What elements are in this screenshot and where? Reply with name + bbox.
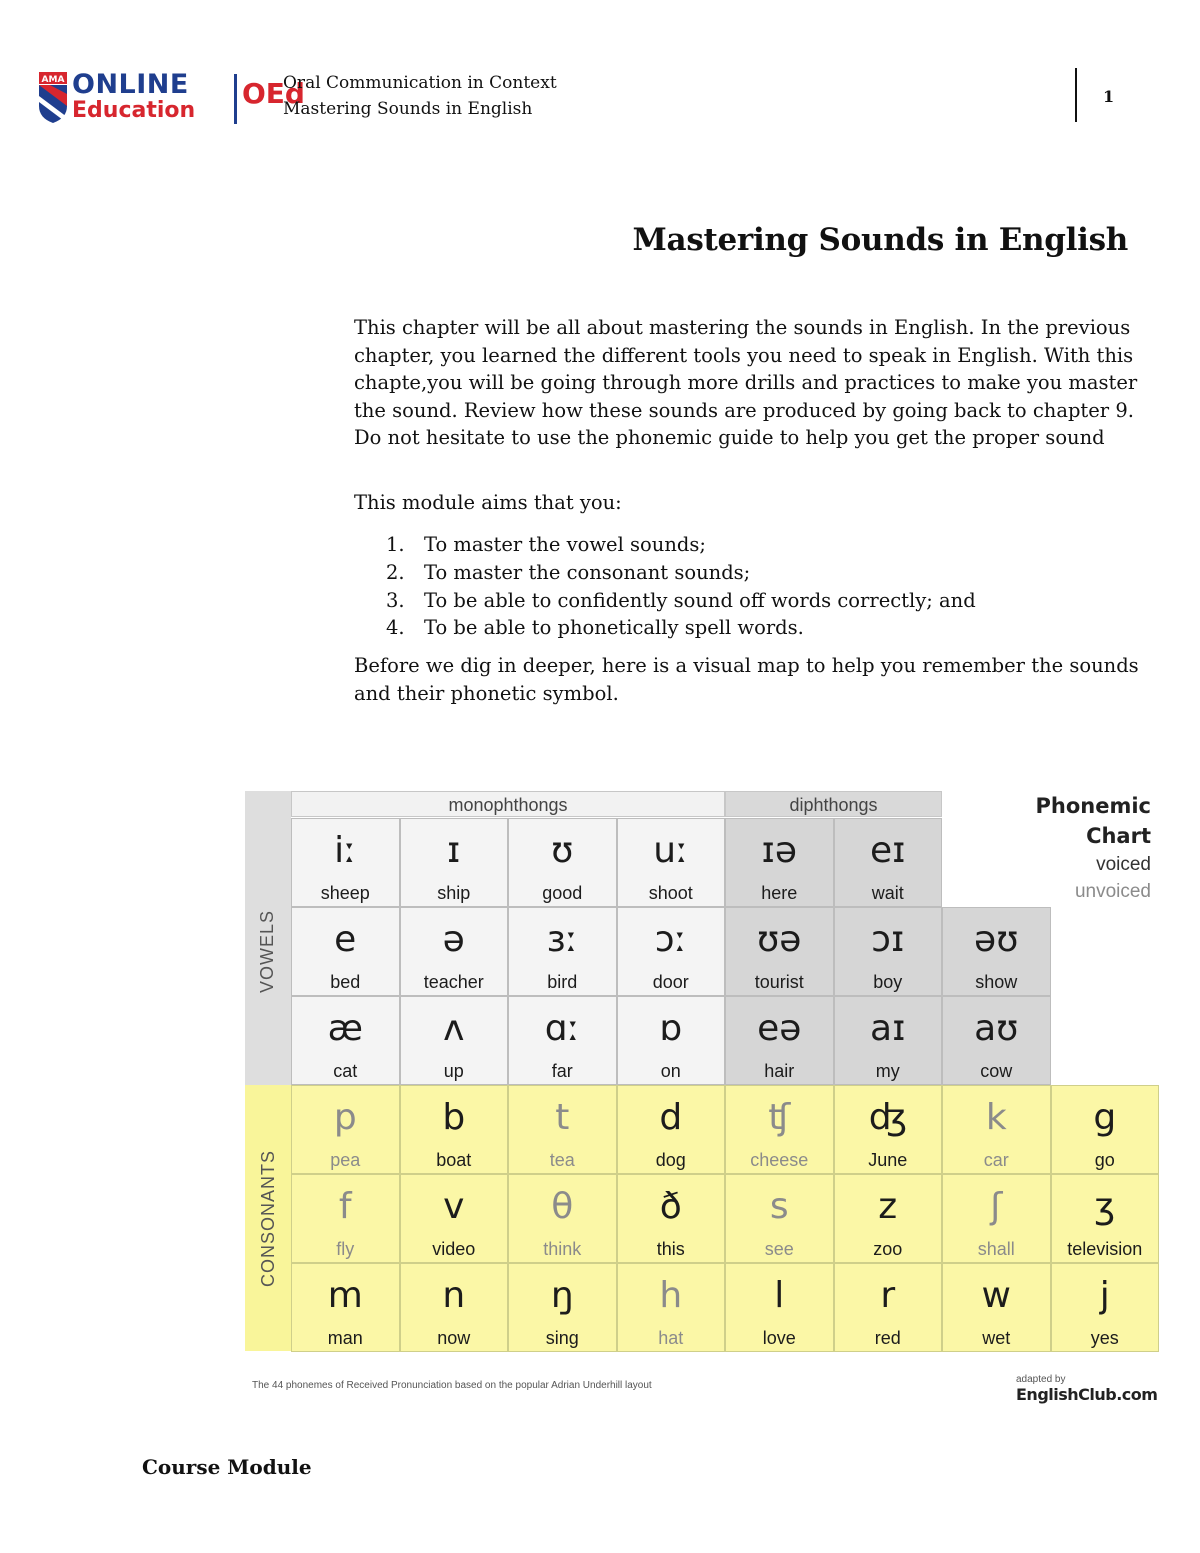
example-word: my xyxy=(875,1061,900,1081)
phoneme-symbol: θ xyxy=(551,1186,574,1227)
logo-text-oed: OEd xyxy=(242,77,305,110)
phoneme-cell xyxy=(725,907,834,996)
example-word: man xyxy=(327,1328,363,1348)
example-word: ship xyxy=(437,883,471,903)
legend-unvoiced: unvoiced xyxy=(1074,881,1151,902)
phoneme-symbol: b xyxy=(442,1097,466,1138)
example-word: tea xyxy=(549,1150,575,1170)
phoneme-cell xyxy=(942,1174,1051,1263)
phoneme-cell xyxy=(1051,1085,1160,1174)
phoneme-cell xyxy=(942,1263,1051,1352)
aims-list xyxy=(386,531,976,642)
phoneme-cell xyxy=(508,1085,617,1174)
phoneme-symbol: l xyxy=(774,1275,785,1316)
englishclub-logo: EnglishClub.com xyxy=(1016,1385,1158,1404)
phoneme-cell xyxy=(291,996,400,1085)
phoneme-cell xyxy=(400,818,509,907)
example-word: fly xyxy=(336,1239,355,1259)
example-word: boat xyxy=(436,1150,472,1170)
phoneme-cell xyxy=(291,907,400,996)
phonemic-chart xyxy=(245,791,1161,1357)
phoneme-symbol: ŋ xyxy=(550,1275,574,1316)
phoneme-symbol: ɒ xyxy=(659,1008,683,1049)
phoneme-symbol: ɪə xyxy=(761,830,798,871)
consonants-label: CONSONANTS xyxy=(257,1149,278,1287)
phoneme-cell xyxy=(400,1174,509,1263)
phoneme-cell xyxy=(400,1085,509,1174)
phoneme-symbol: ʃ xyxy=(990,1186,1003,1227)
header-divider xyxy=(1075,68,1077,122)
phoneme-symbol: ɑː xyxy=(544,1008,580,1049)
phoneme-cell xyxy=(834,1085,943,1174)
phoneme-cell xyxy=(508,1263,617,1352)
phoneme-symbol: ɔɪ xyxy=(871,919,905,960)
phoneme-symbol: ʧ xyxy=(768,1097,791,1138)
phoneme-cell xyxy=(1051,1263,1160,1352)
phoneme-cell xyxy=(834,907,943,996)
phoneme-symbol: ʊə xyxy=(757,919,802,960)
example-word: pea xyxy=(330,1150,361,1170)
phoneme-cell xyxy=(942,996,1051,1085)
aim-item: 2. To master the consonant sounds; xyxy=(386,560,751,584)
chart-intro-paragraph: Before we dig in deeper, here is a visual map to help you remember the sounds and their phonetic symbol. xyxy=(354,654,1139,705)
example-word: cheese xyxy=(750,1150,809,1170)
example-word: good xyxy=(542,883,583,903)
page-number: 1 xyxy=(1103,87,1115,106)
example-word: car xyxy=(983,1150,1009,1170)
phoneme-cell xyxy=(834,818,943,907)
example-word: here xyxy=(761,883,798,903)
chapter-title: Mastering Sounds in English xyxy=(632,222,1128,258)
phoneme-cell xyxy=(834,996,943,1085)
phoneme-symbol: eə xyxy=(757,1008,802,1049)
phoneme-cell xyxy=(725,1263,834,1352)
phoneme-cell xyxy=(617,1174,726,1263)
phoneme-symbol: e xyxy=(334,919,357,960)
phoneme-cell xyxy=(291,1174,400,1263)
header-course-name: Oral Communication in Context xyxy=(283,73,557,93)
aim-item: 1. To master the vowel sounds; xyxy=(386,533,706,556)
phoneme-cell xyxy=(942,1085,1051,1174)
phoneme-symbol: m xyxy=(327,1275,363,1316)
phoneme-cell xyxy=(725,1085,834,1174)
phoneme-symbol: ʒ xyxy=(1094,1186,1116,1227)
phoneme-cell xyxy=(1051,1174,1160,1263)
intro-paragraph: This chapter will be all about mastering the sounds in English. In the previous chapter, you learned the different tools you need to speak in English. With this chapte,you will be going through more drills and practices to make you master the sound. Review how these sounds are produced by going back to chapter 9. Do not hesitate to use the phonemic guide to help you get the proper sound xyxy=(354,316,1138,449)
example-word: door xyxy=(652,972,689,992)
phoneme-symbol: aʊ xyxy=(974,1008,1019,1049)
chart-caption: The 44 phonemes of Received Pronunciation based on the popular Adrian Underhill layout xyxy=(252,1380,652,1391)
legend-voiced: voiced xyxy=(1096,854,1151,875)
phoneme-symbol: n xyxy=(442,1275,466,1316)
example-word: hat xyxy=(658,1328,684,1348)
phoneme-cell xyxy=(400,1263,509,1352)
example-word: cat xyxy=(333,1061,358,1081)
phoneme-symbol: p xyxy=(333,1097,357,1138)
phoneme-cell xyxy=(834,1263,943,1352)
example-word: cow xyxy=(980,1061,1013,1081)
example-word: teacher xyxy=(423,972,484,992)
phoneme-cell xyxy=(508,818,617,907)
logo-divider xyxy=(234,74,237,124)
example-word: bird xyxy=(547,972,578,992)
example-word: think xyxy=(543,1239,582,1259)
example-word: yes xyxy=(1090,1328,1119,1348)
phoneme-symbol: t xyxy=(555,1097,570,1138)
phoneme-symbol: ɜː xyxy=(546,919,578,960)
shield-logo-icon xyxy=(38,72,68,124)
aim-item: 4. To be able to phonetically spell words. xyxy=(386,616,804,640)
example-word: sheep xyxy=(320,883,370,903)
phoneme-cell xyxy=(617,907,726,996)
chart-title-line2: Chart xyxy=(1086,824,1151,848)
phoneme-cell xyxy=(508,996,617,1085)
phoneme-symbol: z xyxy=(878,1186,898,1227)
phoneme-symbol: ɔː xyxy=(654,919,687,960)
phoneme-cell xyxy=(400,907,509,996)
example-word: sing xyxy=(545,1328,579,1348)
example-word: video xyxy=(432,1239,476,1259)
phoneme-cell xyxy=(834,1174,943,1263)
header-module-title: Mastering Sounds in English xyxy=(283,99,533,119)
phoneme-symbol: əʊ xyxy=(974,919,1019,960)
example-word: on xyxy=(660,1061,681,1081)
phoneme-symbol: iː xyxy=(334,830,357,871)
example-word: up xyxy=(443,1061,464,1081)
example-word: go xyxy=(1094,1150,1115,1170)
phoneme-symbol: ð xyxy=(659,1186,682,1227)
phoneme-symbol: v xyxy=(443,1186,465,1227)
svg-text:AMA: AMA xyxy=(41,75,65,85)
phoneme-cell xyxy=(725,996,834,1085)
example-word: shall xyxy=(977,1239,1015,1259)
example-word: television xyxy=(1067,1239,1143,1259)
phoneme-symbol: f xyxy=(338,1186,352,1227)
phoneme-symbol: ə xyxy=(442,919,465,960)
phoneme-cell xyxy=(508,907,617,996)
footer-course-module: Course Module xyxy=(142,1455,312,1479)
chart-credit: adapted by EnglishClub.com xyxy=(1016,1374,1158,1404)
phoneme-cell xyxy=(617,1085,726,1174)
logo-text-education: Education xyxy=(72,98,196,123)
phoneme-cell xyxy=(617,996,726,1085)
example-word: red xyxy=(874,1328,901,1348)
phoneme-cell xyxy=(617,818,726,907)
phoneme-cell xyxy=(508,1174,617,1263)
phoneme-symbol: w xyxy=(981,1275,1011,1316)
phoneme-cell xyxy=(942,907,1051,996)
phoneme-symbol: j xyxy=(1099,1275,1110,1316)
phoneme-symbol: eɪ xyxy=(869,830,906,871)
example-word: zoo xyxy=(873,1239,903,1259)
example-word: June xyxy=(868,1150,908,1170)
example-word: boy xyxy=(873,972,903,992)
phoneme-symbol: aɪ xyxy=(870,1008,906,1049)
phoneme-symbol: k xyxy=(985,1097,1007,1138)
phoneme-symbol: s xyxy=(769,1186,789,1227)
example-word: love xyxy=(762,1328,796,1348)
phoneme-symbol: ʊ xyxy=(551,830,574,871)
phoneme-symbol: r xyxy=(880,1275,896,1316)
phoneme-cell xyxy=(725,1174,834,1263)
example-word: dog xyxy=(655,1150,686,1170)
phoneme-symbol: uː xyxy=(653,830,689,871)
phoneme-symbol: æ xyxy=(327,1008,363,1049)
chart-title: Phonemic xyxy=(1035,794,1151,818)
aims-lead: This module aims that you: xyxy=(354,491,622,514)
example-word: wet xyxy=(982,1328,1011,1348)
monophthongs-header: monophthongs xyxy=(291,791,725,817)
diphthongs-header: diphthongs xyxy=(725,791,942,817)
phoneme-symbol: ɪ xyxy=(447,830,461,871)
example-word: see xyxy=(764,1239,794,1259)
phoneme-cell xyxy=(725,818,834,907)
phoneme-symbol: d xyxy=(659,1097,683,1138)
phoneme-symbol: h xyxy=(659,1275,683,1316)
example-word: far xyxy=(551,1061,573,1081)
example-word: hair xyxy=(764,1061,795,1081)
phoneme-cell xyxy=(617,1263,726,1352)
example-word: wait xyxy=(871,883,904,903)
example-word: now xyxy=(437,1328,471,1348)
phoneme-symbol: ʤ xyxy=(868,1097,907,1138)
aim-item: 3. To be able to confidently sound off words correctly; and xyxy=(386,588,976,612)
phoneme-symbol: g xyxy=(1093,1097,1117,1138)
example-word: bed xyxy=(330,972,361,992)
vowels-label: VOWELS xyxy=(257,909,278,993)
chart-title-block xyxy=(997,791,1151,905)
phoneme-cell xyxy=(400,996,509,1085)
phoneme-cell xyxy=(291,1263,400,1352)
example-word: this xyxy=(656,1239,685,1259)
example-word: tourist xyxy=(754,972,804,992)
phoneme-cell xyxy=(291,818,400,907)
example-word: show xyxy=(975,972,1018,992)
phoneme-symbol: ʌ xyxy=(443,1008,465,1049)
phoneme-cell xyxy=(291,1085,400,1174)
logo-text-online: ONLINE xyxy=(72,69,189,100)
example-word: shoot xyxy=(648,883,693,903)
oed-logo xyxy=(38,69,305,126)
